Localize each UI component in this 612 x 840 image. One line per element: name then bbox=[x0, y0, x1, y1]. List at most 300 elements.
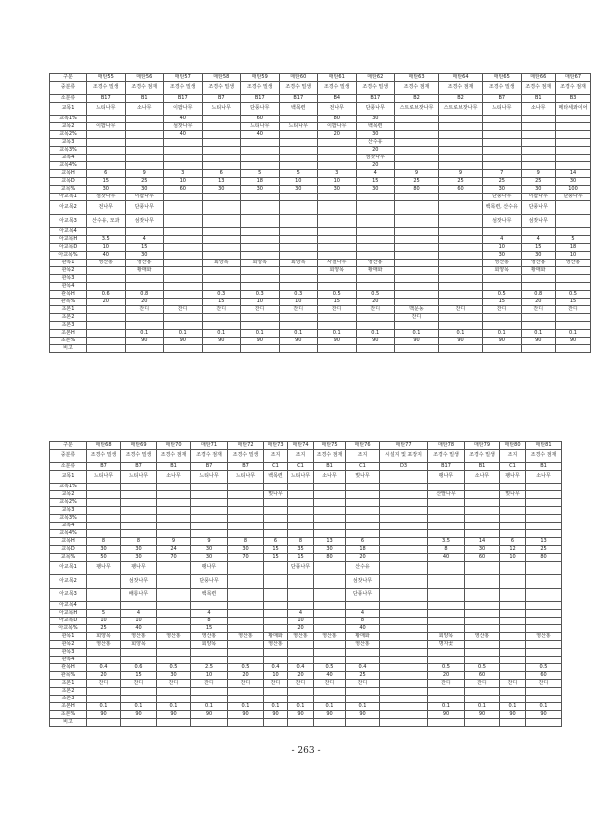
table-cell bbox=[526, 695, 562, 703]
table-cell: 30 bbox=[121, 553, 157, 561]
table-cell: 매탄71 bbox=[191, 442, 228, 450]
table-cell bbox=[157, 491, 191, 499]
table-cell: 매탄68 bbox=[87, 442, 121, 450]
table-cell: 0.1 bbox=[164, 329, 203, 337]
table-cell bbox=[164, 290, 203, 298]
table-cell: 6 bbox=[202, 170, 241, 178]
table-cell bbox=[428, 588, 465, 602]
table-cell: 영산홍 bbox=[556, 259, 591, 267]
table-cell: 12 bbox=[500, 545, 526, 553]
table-cell: 90 bbox=[483, 337, 522, 345]
table-cell bbox=[483, 138, 522, 146]
table-cell bbox=[228, 625, 264, 633]
table-row bbox=[50, 538, 562, 546]
table-cell bbox=[500, 641, 526, 649]
table-cell bbox=[428, 625, 465, 633]
table-cell: B17 bbox=[428, 463, 465, 471]
table-cell: 30 bbox=[191, 553, 228, 561]
table-cell bbox=[395, 236, 439, 244]
table-cell bbox=[314, 602, 346, 610]
table-cell: 20 bbox=[87, 298, 126, 306]
table-cell bbox=[202, 314, 241, 322]
table-cell: 50 bbox=[87, 553, 121, 561]
table-cell bbox=[395, 193, 439, 201]
table-cell bbox=[157, 641, 191, 649]
table-cell: 6 bbox=[87, 170, 126, 178]
table-cell: 90 bbox=[121, 711, 157, 719]
table-row bbox=[50, 483, 562, 491]
table-cell: 조경수 점재 bbox=[395, 81, 439, 95]
table-cell bbox=[121, 695, 157, 703]
table-cell: 잔디 bbox=[526, 680, 562, 688]
table-cell: 30 bbox=[87, 545, 121, 553]
table-cell: 영산홍 bbox=[264, 641, 288, 649]
row-label: 아교목1 bbox=[50, 561, 87, 575]
table-cell bbox=[121, 499, 157, 507]
table-cell: 회양목 bbox=[191, 641, 228, 649]
table-cell bbox=[264, 719, 288, 727]
table-cell bbox=[125, 314, 164, 322]
table-cell bbox=[428, 719, 465, 727]
table-cell: 명자꽃 bbox=[428, 641, 465, 649]
table-row bbox=[50, 514, 562, 522]
table-cell: 0.5 bbox=[356, 290, 395, 298]
row-label: 초본3 bbox=[50, 321, 87, 329]
table-cell: 매탄76 bbox=[346, 442, 380, 450]
table-cell bbox=[228, 609, 264, 617]
table-cell: 0.5 bbox=[465, 664, 500, 672]
table-cell bbox=[228, 499, 264, 507]
row-label: 구분 bbox=[50, 74, 87, 82]
table-cell bbox=[483, 131, 522, 139]
table-cell: 소나무 bbox=[125, 103, 164, 116]
table-cell bbox=[500, 672, 526, 680]
table-cell: 영산홍 bbox=[465, 633, 500, 641]
table-cell bbox=[288, 641, 314, 649]
table-cell bbox=[395, 214, 439, 228]
table-row bbox=[50, 687, 562, 695]
table-row bbox=[50, 193, 591, 201]
table-cell bbox=[556, 162, 591, 170]
row-label: 교목3% bbox=[50, 146, 87, 154]
table-cell bbox=[526, 617, 562, 625]
table-cell bbox=[164, 282, 203, 290]
table-cell bbox=[87, 530, 121, 538]
table-cell bbox=[87, 719, 121, 727]
table-cell bbox=[526, 625, 562, 633]
table-cell: 영산홍 bbox=[526, 633, 562, 641]
table-cell bbox=[380, 506, 428, 514]
table-cell: 40 bbox=[164, 131, 203, 139]
table-cell: 조경수 점재 bbox=[191, 449, 228, 463]
table-cell: 소나무 bbox=[526, 471, 562, 484]
table-cell: 80 bbox=[395, 185, 439, 193]
table-cell bbox=[380, 553, 428, 561]
table-cell bbox=[125, 275, 164, 283]
table-cell bbox=[356, 214, 395, 228]
table-cell: B3 bbox=[556, 95, 591, 103]
table-cell: 사철나무 bbox=[318, 259, 357, 267]
table-cell: 0.1 bbox=[157, 703, 191, 711]
table-cell bbox=[288, 506, 314, 514]
table-cell bbox=[526, 483, 562, 491]
table-cell: 40 bbox=[314, 672, 346, 680]
table-cell: 10 bbox=[318, 177, 357, 185]
table-cell: 90 bbox=[428, 711, 465, 719]
table-cell bbox=[157, 719, 191, 727]
table-cell bbox=[164, 236, 203, 244]
table-cell: 조경수 점재 bbox=[526, 449, 562, 463]
table-cell: 조경수 밀생 bbox=[428, 449, 465, 463]
table-cell: 회양목 bbox=[202, 259, 241, 267]
table-cell bbox=[500, 664, 526, 672]
table-cell bbox=[202, 201, 241, 215]
table-cell bbox=[202, 138, 241, 146]
table-cell bbox=[526, 641, 562, 649]
table-cell: 6 bbox=[500, 538, 526, 546]
table-cell bbox=[526, 522, 562, 530]
row-label: 아교목H bbox=[50, 236, 87, 244]
table-cell: 13 bbox=[202, 177, 241, 185]
table-cell bbox=[380, 575, 428, 589]
table-cell: 0.1 bbox=[526, 703, 562, 711]
table-cell bbox=[439, 236, 483, 244]
table-cell bbox=[288, 499, 314, 507]
table-cell: 백목련 bbox=[191, 588, 228, 602]
table-cell bbox=[164, 228, 203, 236]
table-cell bbox=[121, 483, 157, 491]
row-label: 비고 bbox=[50, 345, 87, 353]
table-cell bbox=[380, 538, 428, 546]
table-cell bbox=[318, 228, 357, 236]
table-cell bbox=[314, 719, 346, 727]
table-cell bbox=[202, 193, 241, 201]
table-cell: 30 bbox=[521, 185, 556, 193]
table-cell bbox=[346, 656, 380, 664]
table-row bbox=[50, 275, 591, 283]
table-cell: 10 bbox=[191, 672, 228, 680]
table-row bbox=[50, 251, 591, 259]
table-cell: 10 bbox=[241, 298, 280, 306]
table-cell bbox=[157, 483, 191, 491]
table-cell: 5 bbox=[279, 170, 318, 178]
table-cell: 0.1 bbox=[346, 703, 380, 711]
table-cell bbox=[164, 314, 203, 322]
table-cell: 90 bbox=[279, 337, 318, 345]
table-row bbox=[50, 306, 591, 314]
table-cell bbox=[526, 602, 562, 610]
table-cell bbox=[157, 602, 191, 610]
table-row bbox=[50, 672, 562, 680]
table-cell bbox=[241, 282, 280, 290]
table-cell: 30 bbox=[356, 131, 395, 139]
table-cell: 60 bbox=[164, 185, 203, 193]
table-cell: 매탄67 bbox=[556, 74, 591, 82]
table-cell: 단풍나무 bbox=[356, 103, 395, 116]
table-cell: 영산홍 bbox=[87, 641, 121, 649]
table-cell: 8 bbox=[428, 545, 465, 553]
table-row bbox=[50, 602, 562, 610]
table-cell: 5 bbox=[87, 609, 121, 617]
table-cell bbox=[500, 648, 526, 656]
table-cell bbox=[87, 282, 126, 290]
table-cell bbox=[380, 609, 428, 617]
table-cell: 90 bbox=[356, 337, 395, 345]
row-label: 교목2 bbox=[50, 123, 87, 131]
table-cell: 0.1 bbox=[121, 703, 157, 711]
table-cell: 단풍나무 bbox=[241, 103, 280, 116]
table-cell: 조경수 밀생 bbox=[228, 449, 264, 463]
table-cell bbox=[465, 625, 500, 633]
table-row bbox=[50, 267, 591, 275]
table-cell: 30 bbox=[125, 251, 164, 259]
table-cell: 배롱나무 bbox=[121, 588, 157, 602]
table-cell: 20 bbox=[87, 672, 121, 680]
table-cell bbox=[202, 345, 241, 353]
table-cell: 14 bbox=[556, 170, 591, 178]
table-cell bbox=[264, 687, 288, 695]
table-cell: 90 bbox=[191, 711, 228, 719]
table-cell bbox=[346, 491, 380, 499]
table-cell: 이팝나무 bbox=[87, 123, 126, 131]
table-cell: 3.5 bbox=[428, 538, 465, 546]
table-cell bbox=[465, 530, 500, 538]
table-cell bbox=[483, 162, 522, 170]
table-cell bbox=[125, 138, 164, 146]
table-cell bbox=[380, 471, 428, 484]
table-cell bbox=[346, 499, 380, 507]
row-label: 교목H bbox=[50, 170, 87, 178]
table-cell bbox=[521, 314, 556, 322]
table-cell: 소나무 bbox=[465, 471, 500, 484]
table-cell bbox=[521, 345, 556, 353]
table-cell: 잔디 bbox=[228, 680, 264, 688]
row-label: 아교목% bbox=[50, 625, 87, 633]
table-cell: B7 bbox=[202, 95, 241, 103]
table-row bbox=[50, 115, 591, 123]
table-cell bbox=[202, 131, 241, 139]
table-cell bbox=[465, 575, 500, 589]
row-label: 관목3 bbox=[50, 275, 87, 283]
table-cell bbox=[87, 588, 121, 602]
table-row bbox=[50, 530, 562, 538]
table-cell: 매탄69 bbox=[121, 442, 157, 450]
table-cell bbox=[346, 483, 380, 491]
table-cell bbox=[465, 483, 500, 491]
table-cell bbox=[439, 321, 483, 329]
table-row bbox=[50, 154, 591, 162]
table-cell: 90 bbox=[465, 711, 500, 719]
table-row bbox=[50, 337, 591, 345]
table-cell: 회양목 bbox=[279, 259, 318, 267]
table-cell: 18 bbox=[241, 177, 280, 185]
table-cell: 8 bbox=[87, 538, 121, 546]
row-label: 교목4% bbox=[50, 162, 87, 170]
table-cell: 4 bbox=[191, 609, 228, 617]
table-cell: 90 bbox=[228, 711, 264, 719]
table-cell: 매탄77 bbox=[380, 442, 428, 450]
table-cell bbox=[380, 680, 428, 688]
table-cell bbox=[125, 162, 164, 170]
table-cell: 느티나무 bbox=[279, 123, 318, 131]
table-cell: 8 bbox=[346, 617, 380, 625]
table-cell bbox=[202, 123, 241, 131]
table-cell bbox=[380, 522, 428, 530]
table-cell: 4 bbox=[346, 609, 380, 617]
table-cell: 10 bbox=[264, 672, 288, 680]
table-cell bbox=[279, 162, 318, 170]
table-cell: 90 bbox=[241, 337, 280, 345]
table-cell bbox=[465, 561, 500, 575]
table-cell bbox=[202, 275, 241, 283]
table-cell: 10 bbox=[279, 298, 318, 306]
table-cell: 40 bbox=[164, 115, 203, 123]
table-cell: 매탄66 bbox=[521, 74, 556, 82]
table-cell: 8 bbox=[191, 617, 228, 625]
table-cell bbox=[157, 506, 191, 514]
table-cell bbox=[428, 656, 465, 664]
table-cell bbox=[121, 522, 157, 530]
row-label: 교목1% bbox=[50, 483, 87, 491]
table-cell bbox=[521, 228, 556, 236]
table-cell: 100 bbox=[556, 185, 591, 193]
table-cell: 7 bbox=[483, 170, 522, 178]
table-cell bbox=[164, 275, 203, 283]
table-cell: 0.1 bbox=[241, 329, 280, 337]
table-cell: 25 bbox=[346, 672, 380, 680]
table-cell bbox=[164, 243, 203, 251]
table-cell bbox=[279, 214, 318, 228]
table-cell bbox=[279, 282, 318, 290]
table-cell bbox=[318, 162, 357, 170]
table-cell: 15 bbox=[288, 553, 314, 561]
table-cell bbox=[356, 251, 395, 259]
table-cell bbox=[526, 561, 562, 575]
table-cell bbox=[465, 641, 500, 649]
table-row bbox=[50, 321, 591, 329]
row-label: 관목1 bbox=[50, 633, 87, 641]
table-cell bbox=[356, 236, 395, 244]
row-label: 교목4% bbox=[50, 530, 87, 538]
table-cell bbox=[380, 625, 428, 633]
table-cell bbox=[164, 345, 203, 353]
table-cell bbox=[164, 214, 203, 228]
table-cell bbox=[500, 609, 526, 617]
row-label: 교목1% bbox=[50, 115, 87, 123]
table-cell bbox=[395, 154, 439, 162]
table-cell: 느티나무 bbox=[483, 103, 522, 116]
table-cell bbox=[288, 695, 314, 703]
table-cell: 90 bbox=[439, 337, 483, 345]
table-cell bbox=[380, 530, 428, 538]
table-cell: 0.1 bbox=[428, 703, 465, 711]
table-cell bbox=[228, 588, 264, 602]
table-cell: 영산홍 bbox=[346, 641, 380, 649]
table-cell bbox=[87, 506, 121, 514]
table-cell: B7 bbox=[87, 463, 121, 471]
table-cell: 잔디 bbox=[164, 306, 203, 314]
table-cell bbox=[121, 514, 157, 522]
table-cell bbox=[202, 162, 241, 170]
table-cell: 0.5 bbox=[483, 290, 522, 298]
table-cell bbox=[157, 499, 191, 507]
table-cell bbox=[202, 154, 241, 162]
table-cell bbox=[380, 672, 428, 680]
table-cell: 15 bbox=[87, 177, 126, 185]
table-cell bbox=[428, 506, 465, 514]
table-cell: B1 bbox=[157, 463, 191, 471]
table-cell bbox=[465, 499, 500, 507]
table-cell bbox=[439, 282, 483, 290]
table-row bbox=[50, 633, 562, 641]
table-row bbox=[50, 442, 562, 450]
table-cell bbox=[314, 561, 346, 575]
table-cell: 벚나무 bbox=[346, 471, 380, 484]
table-cell: 잔디 bbox=[465, 680, 500, 688]
table-cell: 0.1 bbox=[125, 329, 164, 337]
table-cell bbox=[521, 275, 556, 283]
table-cell: B17 bbox=[87, 95, 126, 103]
table-cell: C1 bbox=[346, 463, 380, 471]
row-label: 관목% bbox=[50, 298, 87, 306]
table-cell bbox=[264, 609, 288, 617]
table-cell bbox=[395, 146, 439, 154]
table-cell bbox=[395, 115, 439, 123]
table-row bbox=[50, 282, 591, 290]
table-cell bbox=[318, 201, 357, 215]
table-cell: 0.3 bbox=[202, 290, 241, 298]
table-cell: 10 bbox=[500, 553, 526, 561]
table-cell bbox=[157, 617, 191, 625]
table-cell: 18 bbox=[346, 545, 380, 553]
table-row bbox=[50, 575, 562, 589]
table-cell bbox=[500, 530, 526, 538]
table-cell bbox=[465, 522, 500, 530]
table-cell: 느티나무 bbox=[121, 471, 157, 484]
row-label: 교목2 bbox=[50, 491, 87, 499]
table-cell: 0.5 bbox=[526, 664, 562, 672]
table-cell: 소나무 bbox=[314, 471, 346, 484]
table-cell bbox=[380, 514, 428, 522]
table-cell bbox=[228, 656, 264, 664]
table-cell bbox=[395, 259, 439, 267]
table-cell bbox=[346, 695, 380, 703]
table-cell bbox=[191, 656, 228, 664]
table-row bbox=[50, 74, 591, 82]
table-cell bbox=[125, 282, 164, 290]
table-cell bbox=[439, 275, 483, 283]
table-cell bbox=[380, 711, 428, 719]
table-cell: 황매화 bbox=[521, 267, 556, 275]
table-cell bbox=[380, 602, 428, 610]
table-cell bbox=[380, 483, 428, 491]
table-cell: 60 bbox=[465, 672, 500, 680]
table-cell: 0.1 bbox=[556, 329, 591, 337]
table-cell bbox=[346, 530, 380, 538]
table-cell bbox=[483, 282, 522, 290]
table-cell bbox=[465, 687, 500, 695]
table-cell: B1 bbox=[125, 95, 164, 103]
table-cell bbox=[125, 131, 164, 139]
row-label: 교목D bbox=[50, 177, 87, 185]
table-cell: 13 bbox=[526, 538, 562, 546]
table-cell: 0.1 bbox=[264, 703, 288, 711]
row-label: 아교목4 bbox=[50, 228, 87, 236]
table-cell bbox=[356, 193, 395, 201]
table-cell bbox=[395, 251, 439, 259]
table-cell bbox=[241, 228, 280, 236]
table-row bbox=[50, 259, 591, 267]
